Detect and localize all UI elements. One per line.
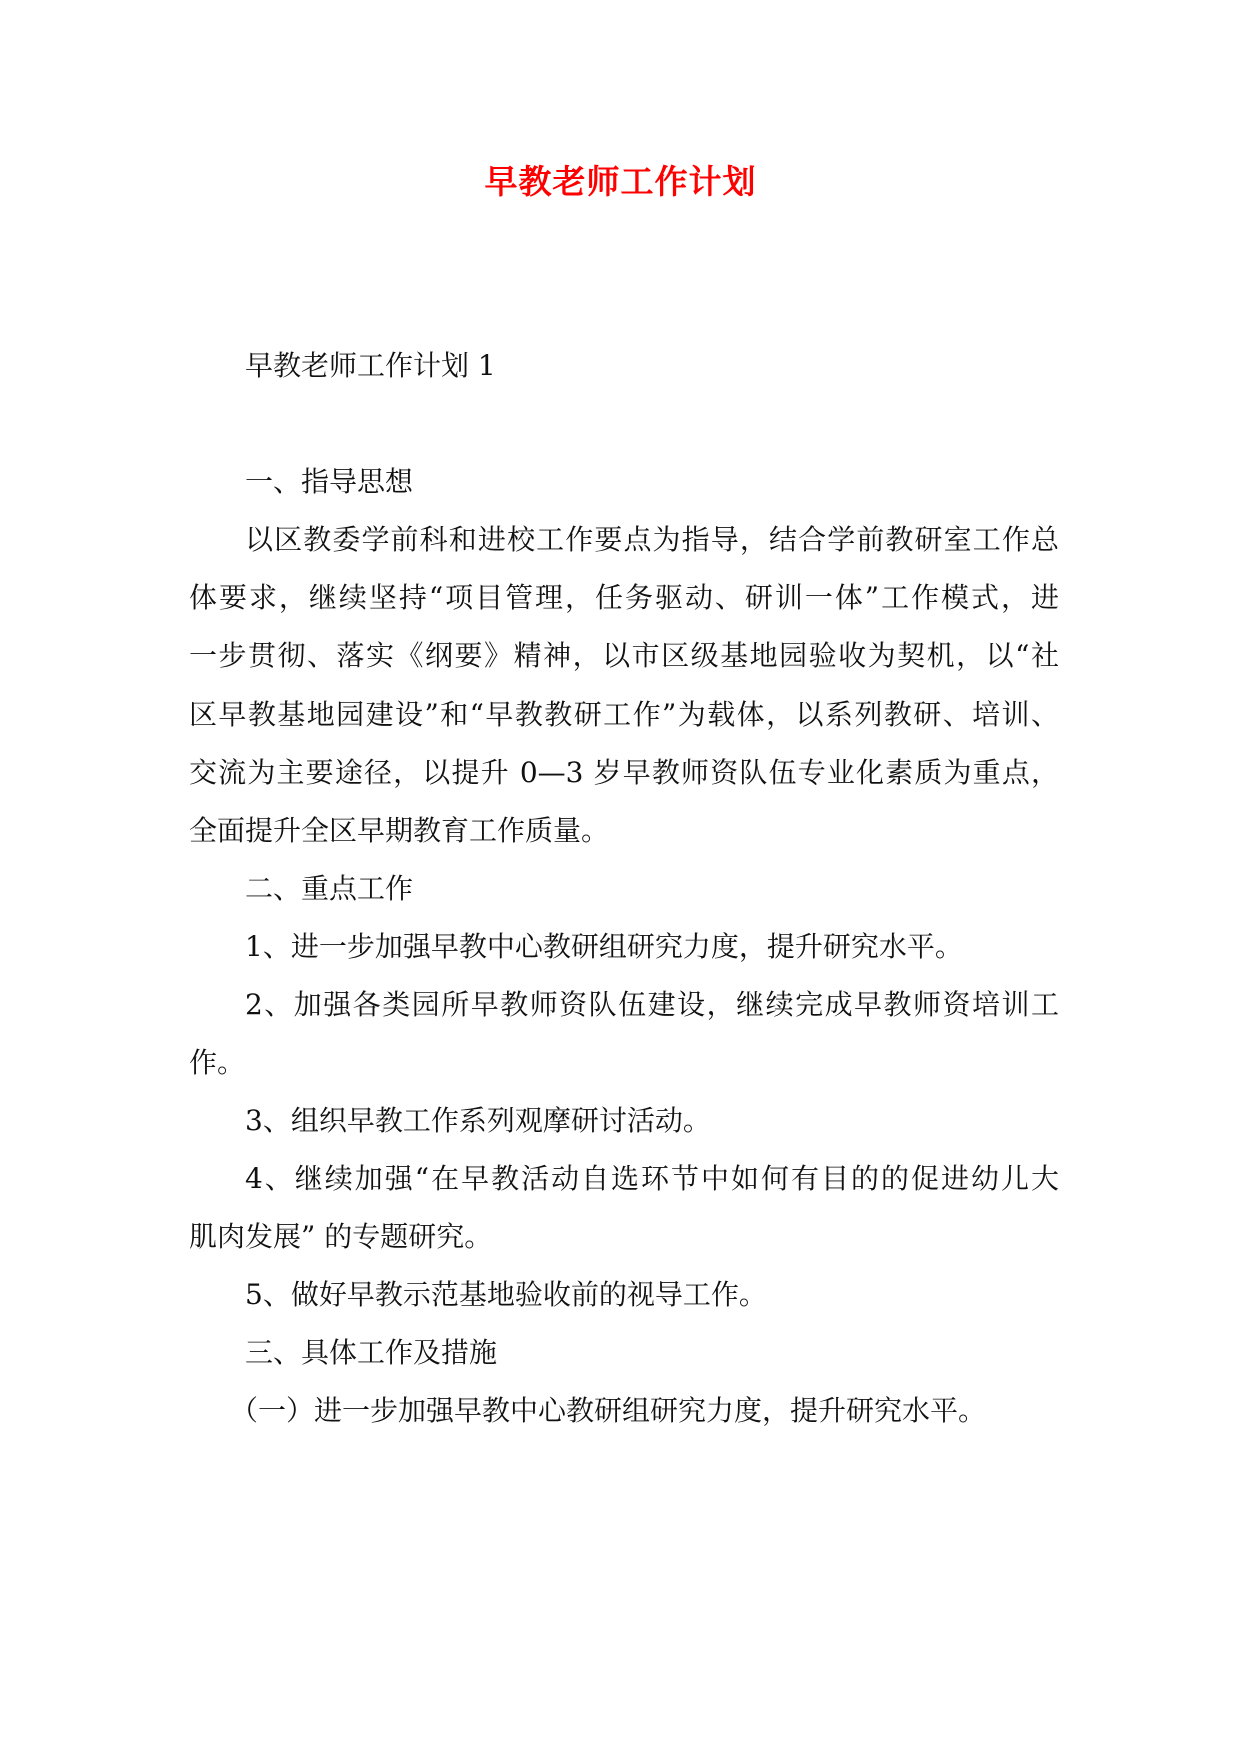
list-item: 3、组织早教工作系列观摩研讨活动。	[245, 1104, 711, 1137]
section-heading-key-work: 二、重点工作	[245, 872, 414, 905]
list-item-continuation: 肌肉发展” 的专题研究。	[189, 1220, 493, 1253]
paragraph-line: 以区教委学前科和进校工作要点为指导，结合学前教研室工作总	[245, 523, 1059, 556]
subsection-heading: （一）进一步加强早教中心教研组研究力度，提升研究水平。	[230, 1394, 987, 1427]
paragraph-line: 一步贯彻、落实《纲要》精神，以市区级基地园验收为契机，以“社	[189, 639, 1059, 672]
section-heading-specific-measures: 三、具体工作及措施	[245, 1336, 498, 1369]
list-item: 5、做好早教示范基地验收前的视导工作。	[245, 1278, 767, 1311]
list-item: 2、加强各类园所早教师资队伍建设，继续完成早教师资培训工	[245, 988, 1059, 1021]
paragraph-line: 交流为主要途径，以提升 0—3 岁早教师资队伍专业化素质为重点，	[189, 756, 1059, 789]
list-item: 1、进一步加强早教中心教研组研究力度，提升研究水平。	[245, 930, 963, 963]
paragraph-line: 体要求，继续坚持“项目管理，任务驱动、研训一体”工作模式，进	[189, 581, 1059, 614]
section-heading-guiding-ideology: 一、指导思想	[245, 465, 414, 498]
plan-subtitle: 早教老师工作计划 1	[245, 349, 496, 382]
paragraph-line: 全面提升全区早期教育工作质量。	[189, 814, 610, 847]
list-item-continuation: 作。	[189, 1046, 246, 1079]
paragraph-line: 区早教基地园建设”和“早教教研工作”为载体，以系列教研、培训、	[189, 698, 1059, 731]
list-item: 4、继续加强“在早教活动自选环节中如何有目的的促进幼儿大	[245, 1162, 1059, 1195]
document-title: 早教老师工作计划	[484, 162, 757, 201]
